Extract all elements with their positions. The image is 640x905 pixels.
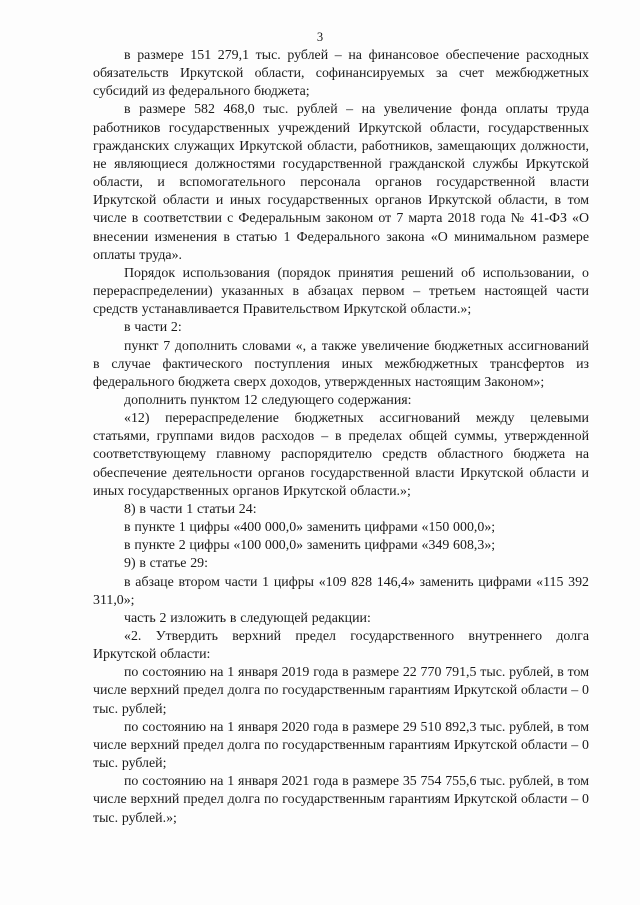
paragraph-article-24-heading: 8) в части 1 статьи 24: xyxy=(124,501,257,517)
paragraph-add-item-12: дополнить пунктом 12 следующего содержания: xyxy=(124,392,412,408)
paragraph-debt-2021: по состоянию на 1 января 2021 года в размере 35 754 755,6 тыс. рублей, в том числе верхний предел долга по государственным гарантиям Иркутской области – 0 тыс. рублей.»; xyxy=(93,774,589,826)
paragraph-item-12-text: «12) перераспределение бюджетных ассигнований между целевыми статьями, группами видов расходов – в пределах общей суммы, утвержденной соответствующему главному распорядителю средств областного бюджета на обеспечение деятельности органов государственной власти Иркутской области и иных государственных органов Иркутской области.»; xyxy=(93,411,589,499)
paragraph-subsidy-amount: в размере 151 279,1 тыс. рублей – на финансовое обеспечение расходных обязательств Иркутской области, софинансируемых за счет межбюджетных субсидий из федерального бюджета; xyxy=(93,48,589,100)
paragraph-part-2-heading: в части 2: xyxy=(124,320,182,336)
paragraph-item-2-numbers: в пункте 2 цифры «100 000,0» заменить цифрами «349 608,3»; xyxy=(124,538,496,554)
paragraph-part-1-numbers: в абзаце втором части 1 цифры «109 828 146,4» заменить цифрами «115 392 311,0»; xyxy=(93,574,589,608)
paragraph-item-7-amendment: пункт 7 дополнить словами «, а также увеличение бюджетных ассигнований в случае фактического поступления иных межбюджетных трансфертов из федерального бюджета сверх доходов, утвержденных настоящим Законом»; xyxy=(93,338,589,390)
paragraph-debt-2019: по состоянию на 1 января 2019 года в размере 22 770 791,5 тыс. рублей, в том числе верхний предел долга по государственным гарантиям Иркутской области – 0 тыс. рублей; xyxy=(93,665,589,717)
paragraph-item-1-numbers: в пункте 1 цифры «400 000,0» заменить цифрами «150 000,0»; xyxy=(124,520,496,536)
paragraph-debt-limit-intro: «2. Утвердить верхний предел государственного внутреннего долга Иркутской области: xyxy=(93,629,589,663)
paragraph-debt-2020: по состоянию на 1 января 2020 года в размере 29 510 892,3 тыс. рублей, в том числе верхний предел долга по государственным гарантиям Иркутской области – 0 тыс. рублей; xyxy=(93,719,589,772)
paragraph-part-2-redaction: часть 2 изложить в следующей редакции: xyxy=(124,610,371,626)
paragraph-payroll-amount: в размере 582 468,0 тыс. рублей – на увеличение фонда оплаты труда работников государственных учреждений Иркутской области, государственных гражданских служащих Иркутской области, работников, замещающих должности, не являющиеся должностями государственной гражданской службы Иркутской области, и вспомогательного персонала органов государственной власти Иркутской области и иных государственных органов Иркутской области, в том числе в соответствии с Федеральным законом от 7 марта 2018 года № 41-ФЗ «О внесении изменения в статью 1 Федерального закона «О минимальном размере оплаты труда». xyxy=(93,102,589,263)
document-body xyxy=(93,47,589,828)
paragraph-usage-procedure: Порядок использования (порядок принятия решений об использовании, о перераспределении) указанных в абзацах первом – третьем настоящей части средств устанавливается Правительством Иркутской области.»; xyxy=(93,265,589,318)
paragraph-article-29-heading: 9) в статье 29: xyxy=(124,556,208,572)
page-number: 3 xyxy=(316,30,324,44)
